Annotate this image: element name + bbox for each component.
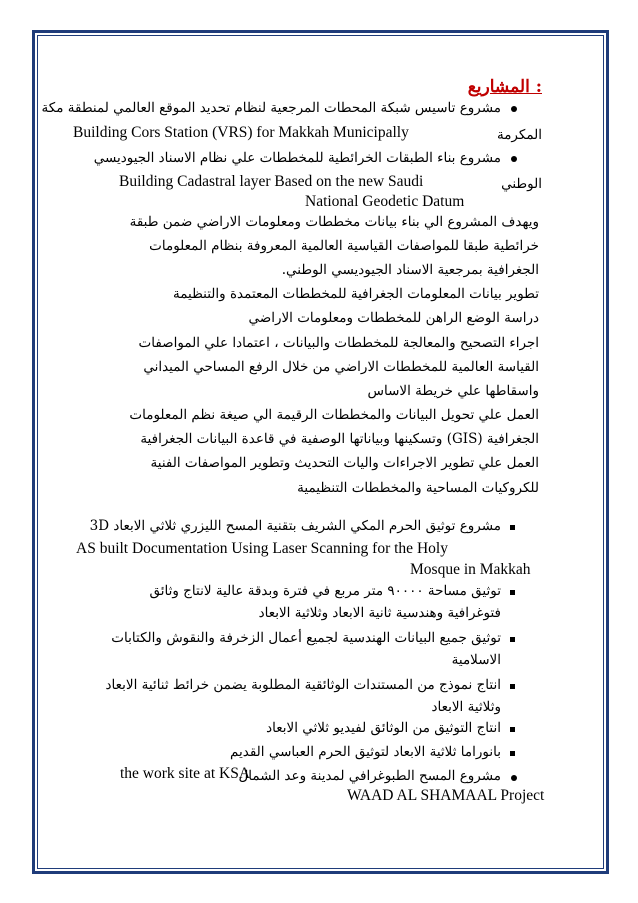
bullet-square-icon xyxy=(510,684,515,689)
project2-english-2: National Geodetic Datum xyxy=(305,193,465,210)
bullet-square-icon xyxy=(510,727,515,732)
bullet-square-icon xyxy=(510,590,515,595)
project2-desc-line: العمل علي تحويل البيانات والمخططات الرقيمة الي صيغة نظم المعلومات xyxy=(129,407,539,423)
project3-item-line: توثيق مساحة ٩٠٠٠٠ متر مربع في فترة وبدقة عالية لانتاج وثائق xyxy=(149,583,501,599)
project2-desc-line: خرائطية طبقا للمواصفات القياسية العالمية المعروفة بنظام المعلومات xyxy=(149,238,539,254)
project3-english-2: Mosque in Makkah xyxy=(410,561,531,578)
project2-desc-line: واسقاطها علي خريطة الاساس xyxy=(367,383,539,399)
project2-english-1: Building Cadastral layer Based on the new Saudi xyxy=(119,173,424,190)
project4-arabic: مشروع المسح الطبوغرافي لمدينة وعد الشمال xyxy=(238,768,501,784)
project2-desc-line: الجغرافية بمرجعية الاسناد الجيوديسي الوطني. xyxy=(281,262,539,278)
project2-desc-line: اجراء التصحيح والمعالجة للمخططات والبيانات ، اعتمادا علي المواصفات xyxy=(138,335,539,351)
project3-item-line: انتاج التوثيق من الوثائق لفيديو ثلاثي الابعاد xyxy=(266,720,501,736)
project3-item-line: بانوراما ثلاثية الابعاد لتوثيق الحرم العباسي القديم xyxy=(230,744,501,760)
project4-english-inline: the work site at KSA xyxy=(120,765,251,782)
project3-item-line: توثيق جميع البيانات الهندسية لجميع أعمال الزخرفة والنقوش والكتابات xyxy=(111,630,501,646)
project2-desc-line: تطوير بيانات المعلومات الجغرافية للمخططات المعتمدة والتنظيمة xyxy=(172,286,539,302)
project2-desc-line: ويهدف المشروع الي بناء بيانات مخططات ومعلومات الاراضي ضمن طبقة xyxy=(129,214,539,230)
project2-desc-line: دراسة الوضع الراهن للمخططات ومعلومات الاراضي xyxy=(248,310,539,326)
project3-item-line: وثلاثية الابعاد xyxy=(431,699,501,715)
project2-desc-line: العمل علي تطوير الاجراءات واليات التحديث وتطوير المواصفات الفنية xyxy=(150,455,539,471)
project2-arabic-end: الوطني xyxy=(501,176,542,192)
project2-desc-line: الجغرافية (GIS) وتسكينها وبياناتها الوصفية في قاعدة البيانات الجغرافية xyxy=(140,431,539,447)
bullet-dot-icon xyxy=(511,106,517,112)
project2-desc-line: القياسة العالمية للمخططات الاراضي من خلال الرفع المساحي الميداني xyxy=(143,359,539,375)
project3-english-1: AS built Documentation Using Laser Scanning for the Holy xyxy=(76,540,448,557)
section-heading: : المشاريع xyxy=(467,77,542,97)
bullet-dot-icon xyxy=(511,156,517,162)
project1-english: Building Cors Station (VRS) for Makkah Municipally xyxy=(73,124,409,141)
bullet-dot-icon xyxy=(511,775,517,781)
bullet-square-icon xyxy=(510,751,515,756)
project1-arabic: مشروع تاسيس شبكة المحطات المرجعية لنظام تحديد الموقع العالمي لمنطقة مكة xyxy=(41,100,501,116)
project3-item-line: الاسلامية xyxy=(451,652,501,668)
project1-arabic-end: المكرمة xyxy=(496,127,542,143)
project3-item-line: فتوغرافية وهندسية ثانية الابعاد وثلاثية الابعاد xyxy=(258,605,501,621)
project2-desc-line: للكروكيات المساحية والمخططات التنظيمية xyxy=(297,480,539,496)
bullet-square-icon xyxy=(510,525,515,530)
project3-arabic: مشروع توثيق الحرم المكي الشريف بتقنية المسح الليزري ثلاثي الابعاد 3D xyxy=(89,518,501,534)
project4-english-2: WAAD AL SHAMAAL Project xyxy=(347,787,545,804)
bullet-square-icon xyxy=(510,637,515,642)
project3-item-line: انتاج نموذج من المستندات الوثائقية المطلوبة يضمن خرائط ثنائية الابعاد xyxy=(105,677,501,693)
project2-arabic: مشروع بناء الطبقات الخرائطية للمخططات علي نظام الاسناد الجيوديسي xyxy=(93,150,501,166)
